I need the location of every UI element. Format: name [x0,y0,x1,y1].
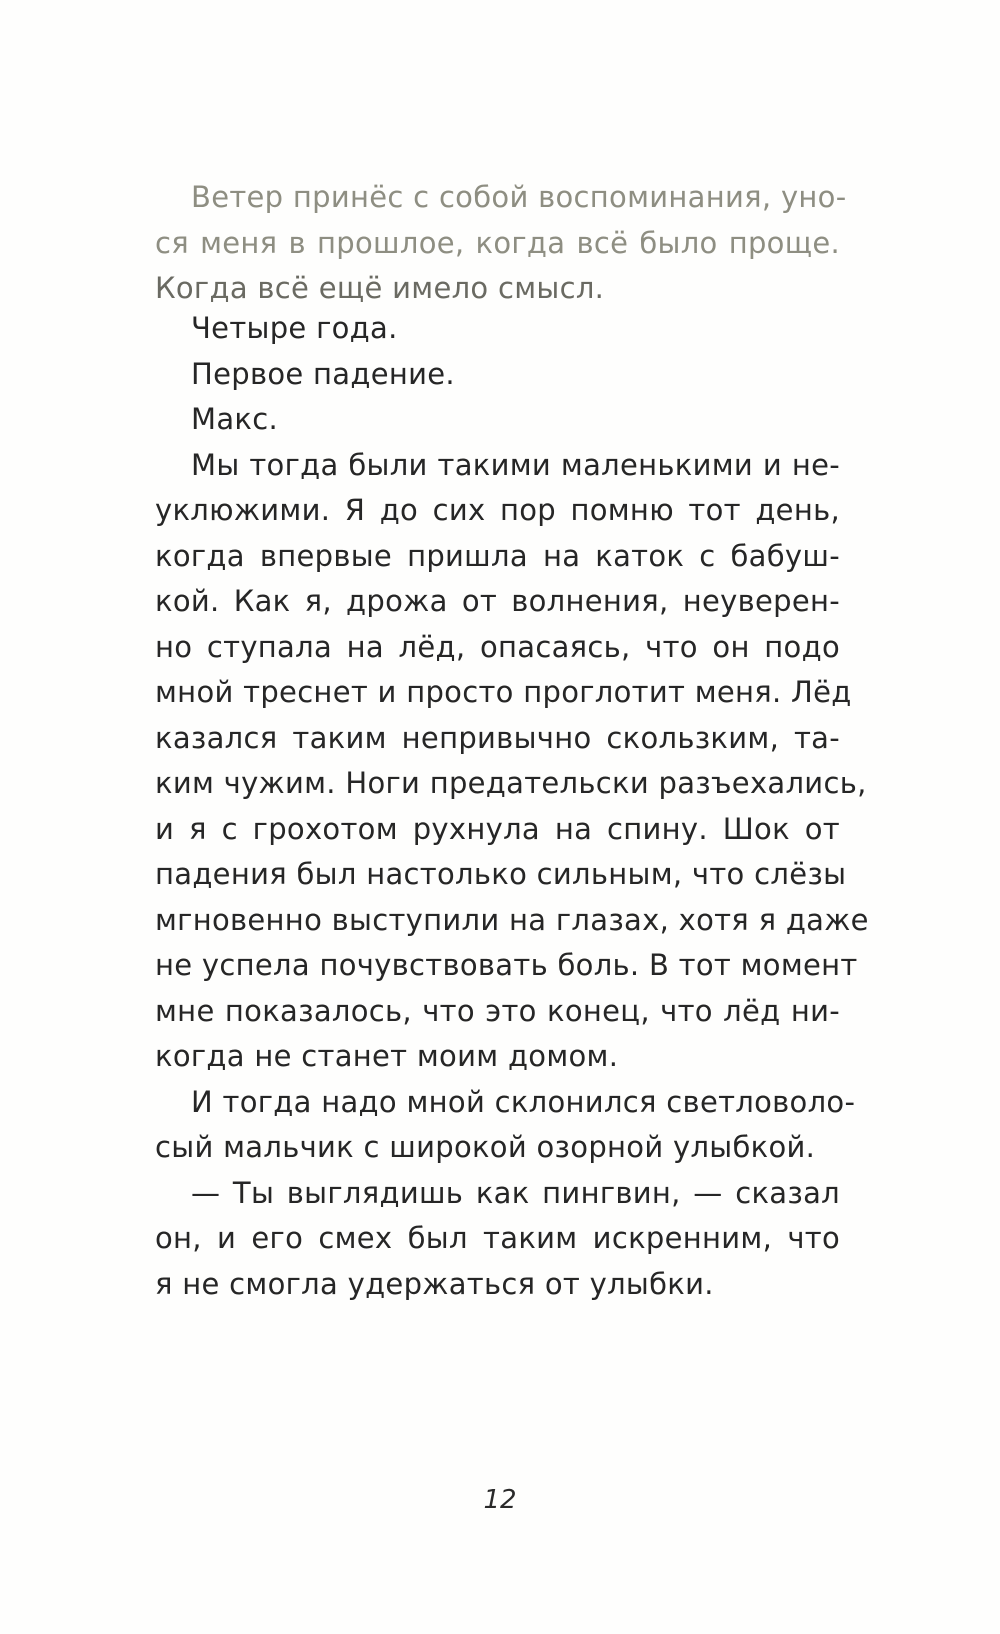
text-line: и я с грохотом рухнула на спину. Шок от [155,811,840,846]
text-line: мной треснет и просто проглотит меня. Лёд [155,675,852,709]
text-line: Макс. [191,402,278,436]
text-line: сый мальчик с широкой озорной улыбкой. [155,1130,816,1164]
page-number: 12 [483,1485,517,1515]
text-line: Первое падение. [191,356,455,391]
intro-text-block [155,175,847,312]
text-line: когда не станет моим домом. [155,1039,619,1073]
text-line: он, и его смех был таким искренним, что [155,1221,840,1255]
text-line: — Ты выглядишь как пингвин, — сказал [191,1175,840,1210]
text-line: Когда всё ещё имело смысл. [155,271,605,305]
text-line: кой. Как я, дрожа от волнения, неуверен- [155,584,840,618]
text-line: уклюжими. Я до сих пор помню тот день, [155,493,840,527]
text-line: Четыре года. [191,311,398,345]
text-line: мгновенно выступили на глазах, хотя я даже [155,902,869,937]
text-line: я не смогла удержаться от улыбки. [155,1266,714,1301]
text-line: Мы тогда были такими маленькими и не- [191,447,840,482]
text-line: ким чужим. Ноги предательски разъехались, [155,766,867,800]
text-line: ся меня в прошлое, когда всё было проще. [155,225,840,260]
text-line: Ветер принёс с собой воспоминания, уно- [191,180,847,214]
text-line: мне показалось, что это конец, что лёд ни- [155,993,840,1028]
text-line: И тогда надо мной склонился светловоло- [191,1084,856,1119]
text-line: не успела почувствовать боль. В тот момент [155,948,858,982]
text-line: когда впервые пришла на каток с бабуш- [155,538,840,573]
main-text-block [155,306,869,1307]
text-line: казался таким непривычно скользким, та- [155,720,840,755]
text-line: но ступала на лёд, опасаясь, что он подо [155,629,840,664]
text-line: падения был настолько сильным, что слёзы [155,857,847,891]
